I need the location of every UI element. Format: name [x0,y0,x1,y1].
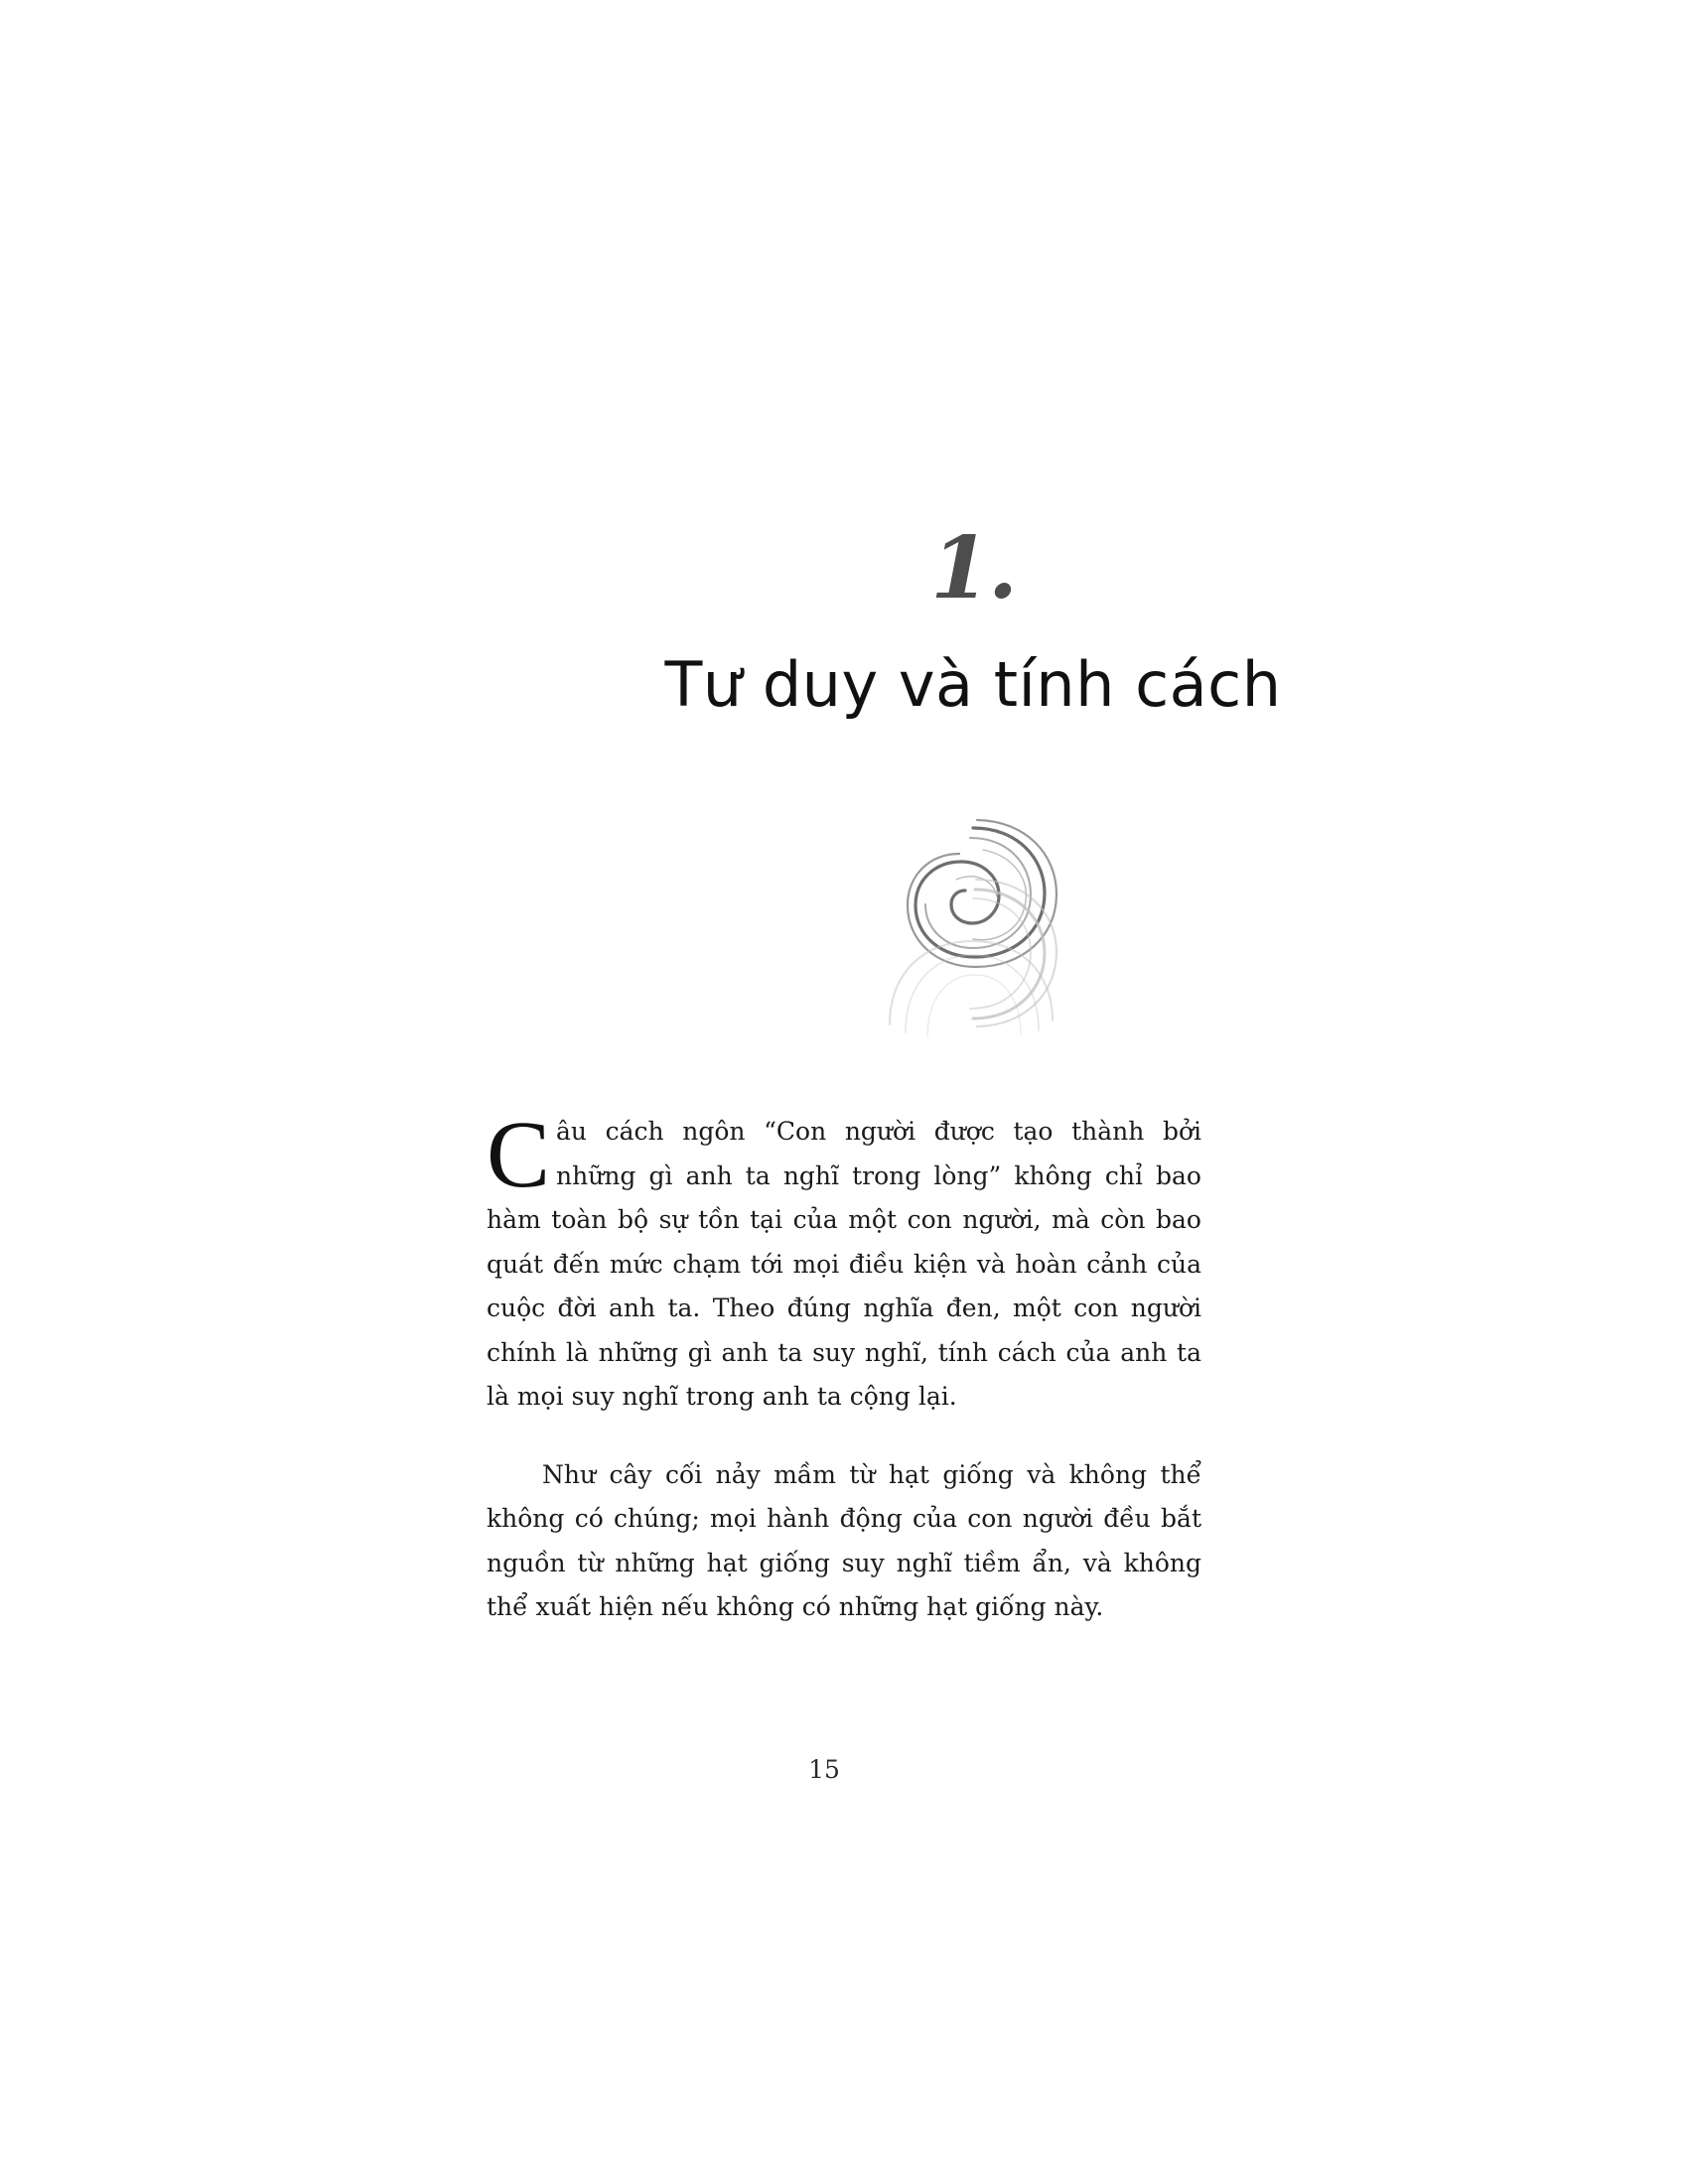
chapter-title: Tư duy và tính cách [664,648,1282,721]
ornament-container [129,794,1688,1052]
paragraph-1 [487,1101,1201,1420]
page-number: 15 [808,1755,840,1784]
spiral-brush-ornament [824,794,1122,1052]
body-text-column [487,1101,1201,1664]
paragraph-1-text: âu cách ngôn “Con người được tạo thành bởi những gì anh ta nghĩ trong lòng” không chỉ bao hàm toàn bộ sự tồn tại của một con người, mà còn bao quát đến mức chạm tới mọi điều kiện và hoàn cảnh của cuộc đời anh ta. Theo đúng nghĩa đen, một con người chính là những gì anh ta suy nghĩ, tính cách của anh ta là mọi suy nghĩ trong anh ta cộng lại. [487,1117,1201,1411]
chapter-number: 1. [930,518,1016,618]
paragraph-2: Như cây cối nảy mầm từ hạt giống và không thể không có chúng; mọi hành động của con người đều bắt nguồn từ những hạt giống suy nghĩ tiềm ẩn, và không thể xuất hiện nếu không có những hạt giống này. [487,1459,1201,1621]
chapter-header [0,518,1688,721]
drop-cap: C [487,1101,551,1207]
